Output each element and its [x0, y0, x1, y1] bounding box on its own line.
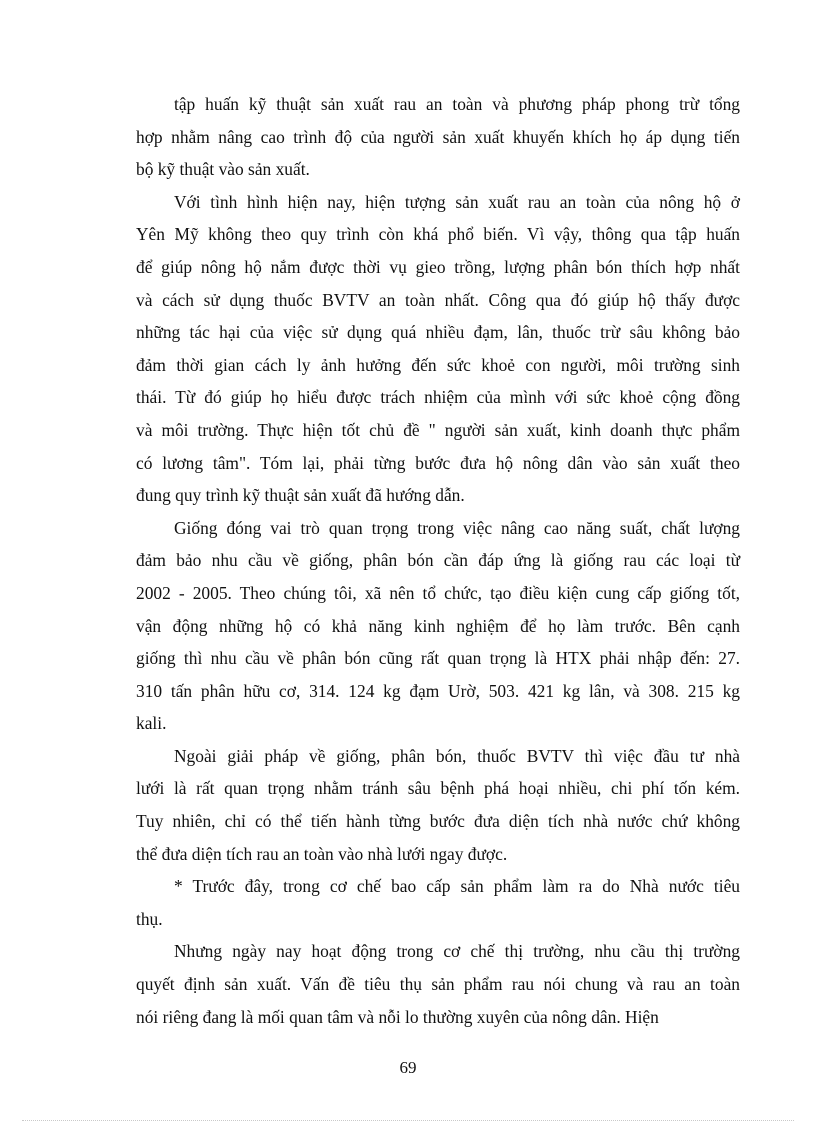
text-line: Ngoài giải pháp về giống, phân bón, thuốc BVTV thì việc đầu tư nhà — [174, 745, 740, 766]
text-line: thái. Từ đó giúp họ hiểu được trách nhiệm của mình với sức khoẻ cộng đồng — [136, 387, 740, 408]
text-line: lưới là rất quan trọng nhằm tránh sâu bệnh phá hoại nhiều, chi phí tốn kém. — [136, 778, 740, 799]
text-line: để giúp nông hộ nắm được thời vụ gieo trồng, lượng phân bón thích hợp nhất — [136, 256, 740, 277]
text-line: tập huấn kỹ thuật sản xuất rau an toàn và phương pháp phong trừ tổng — [174, 94, 740, 114]
text-line: hợp nhằm nâng cao trình độ của người sản xuất khuyến khích họ áp dụng tiến — [136, 126, 740, 147]
body-text — [136, 88, 740, 1033]
text-line: đảm thời gian cách ly ảnh hưởng đến sức khoẻ con người, môi trường sinh — [136, 354, 740, 375]
page-bottom-divider — [22, 1120, 794, 1121]
text-line: Yên Mỹ không theo quy trình còn khá phổ biến. Vì vậy, thông qua tập huấn — [136, 224, 740, 245]
text-line: Giống đóng vai trò quan trọng trong việc nâng cao năng suất, chất lượng — [174, 517, 740, 538]
text-line: * Trước đây, trong cơ chế bao cấp sản phẩm làm ra do Nhà nước tiêu — [174, 876, 740, 897]
text-line: và môi trường. Thực hiện tốt chủ đề " người sản xuất, kinh doanh thực phẩm — [136, 419, 740, 440]
text-line: 2002 - 2005. Theo chúng tôi, xã nên tổ chức, tạo điều kiện cung cấp giống tốt, — [136, 582, 740, 603]
text-line: nói riêng đang là mối quan tâm và nỗi lo thường xuyên của nông dân. Hiện — [136, 1006, 659, 1027]
text-line: có lương tâm". Tóm lại, phải từng bước đưa hộ nông dân vào sản xuất theo — [136, 452, 740, 473]
text-line: thể đưa diện tích rau an toàn vào nhà lưới ngay được. — [136, 843, 508, 864]
text-line: đảm bảo nhu cầu về giống, phân bón cần đáp ứng là giống rau các loại từ — [136, 550, 740, 571]
text-line: Với tình hình hiện nay, hiện tượng sản xuất rau an toàn của nông hộ ở — [174, 191, 740, 212]
page-number: 69 — [399, 1058, 417, 1077]
text-line: 310 tấn phân hữu cơ, 314. 124 kg đạm Urờ, 503. 421 kg lân, và 308. 215 kg — [136, 680, 740, 701]
text-line: quyết định sản xuất. Vấn đề tiêu thụ sản phẩm rau nói chung và rau an toàn — [136, 974, 740, 995]
text-line: bộ kỹ thuật vào sản xuất. — [136, 159, 310, 180]
text-line: và cách sử dụng thuốc BVTV an toàn nhất. Công qua đó giúp hộ thấy được — [136, 289, 740, 310]
text-line: thụ. — [136, 908, 163, 929]
text-line: Nhưng ngày nay hoạt động trong cơ chế thị trường, nhu cầu thị trường — [174, 941, 740, 962]
text-line: giống thì nhu cầu về phân bón cũng rất quan trọng là HTX phải nhập đến: 27. — [136, 648, 740, 669]
text-line: vận động những hộ có khả năng kinh nghiệm để họ làm trước. Bên cạnh — [136, 615, 740, 636]
text-line: kali. — [136, 713, 167, 734]
text-line: đung quy trình kỹ thuật sản xuất đã hướng dẫn. — [136, 485, 465, 506]
text-line: Tuy nhiên, chỉ có thể tiến hành từng bước đưa diện tích nhà nước chứ không — [136, 811, 740, 832]
text-line: những tác hại của việc sử dụng quá nhiều đạm, lân, thuốc trừ sâu không bảo — [136, 322, 740, 343]
